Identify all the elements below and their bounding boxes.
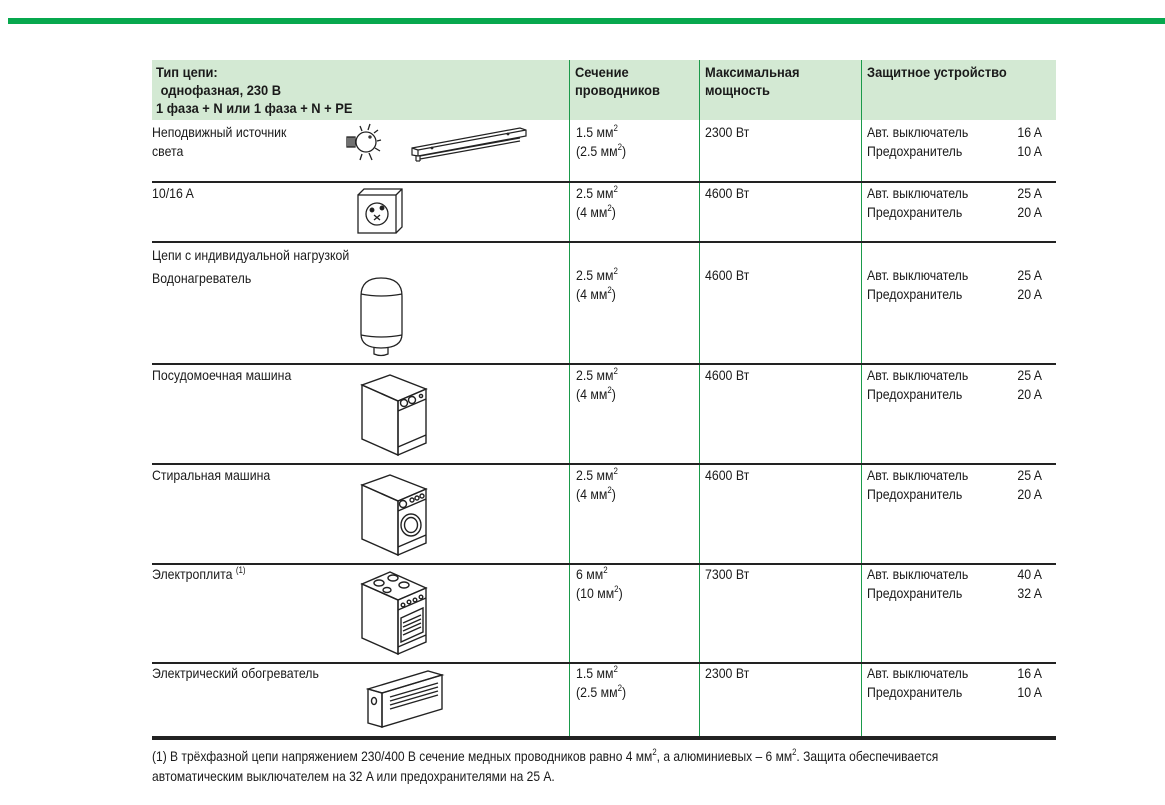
superscript-2: 2 bbox=[614, 584, 619, 594]
socket-outlet-icon bbox=[356, 187, 404, 235]
row-section bbox=[576, 565, 623, 603]
header-circuit-type-line2: однофазная, 230 В bbox=[160, 82, 282, 98]
close-paren: ) bbox=[618, 585, 623, 601]
row-protection-values bbox=[1017, 565, 1042, 603]
fuse-value: 20 A bbox=[1017, 204, 1042, 220]
fuse-label: Предохранитель bbox=[867, 486, 963, 502]
header-protection-label: Защитное устройство bbox=[867, 64, 1007, 80]
fuse-label: Предохранитель bbox=[867, 286, 963, 302]
fuse-label: Предохранитель bbox=[867, 585, 963, 601]
breaker-value: 25 A bbox=[1017, 467, 1042, 483]
row-load-name: Стиральная машина bbox=[152, 467, 271, 483]
row-divider bbox=[152, 463, 1056, 465]
fuse-label: Предохранитель bbox=[867, 386, 963, 402]
section-main: 2.5 мм bbox=[576, 267, 614, 283]
superscript-2: 2 bbox=[607, 203, 612, 213]
breaker-label: Авт. выключатель bbox=[867, 267, 969, 283]
row-load-name bbox=[152, 123, 286, 161]
superscript-2: 2 bbox=[617, 683, 623, 693]
row-protection-labels bbox=[867, 366, 968, 404]
superscript-2: 2 bbox=[617, 142, 623, 152]
superscript-2: 2 bbox=[613, 366, 618, 376]
washing-machine-icon bbox=[360, 473, 430, 557]
section-alt: (4 мм bbox=[576, 286, 608, 302]
header-section-line2: проводников bbox=[575, 82, 660, 98]
header-section-line1: Сечение bbox=[575, 64, 629, 80]
section-main: 6 мм bbox=[576, 566, 604, 582]
header-circuit-type bbox=[156, 63, 352, 117]
top-green-rule bbox=[8, 18, 1165, 24]
close-paren: ) bbox=[611, 486, 616, 502]
row-load-name-text: Электроплита bbox=[152, 566, 233, 582]
row-section bbox=[576, 123, 626, 161]
table-header bbox=[152, 60, 1056, 120]
row-protection-labels bbox=[867, 184, 968, 222]
row-protection-values bbox=[1017, 123, 1042, 161]
superscript-2: 2 bbox=[603, 565, 608, 575]
electric-stove-icon bbox=[360, 570, 430, 656]
row-load-name: Посудомоечная машина bbox=[152, 367, 292, 383]
breaker-label: Авт. выключатель bbox=[867, 124, 969, 140]
row-section bbox=[576, 664, 626, 702]
row-section bbox=[576, 184, 618, 222]
row-protection-values bbox=[1017, 466, 1042, 504]
superscript-2: 2 bbox=[652, 747, 657, 757]
fuse-value: 10 A bbox=[1017, 684, 1042, 700]
row-load-name bbox=[152, 246, 349, 288]
fuse-label: Предохранитель bbox=[867, 204, 963, 220]
header-protection bbox=[867, 63, 1007, 81]
header-circuit-type-line1: Тип цепи: bbox=[156, 64, 218, 80]
section-alt: (2.5 мм bbox=[576, 143, 618, 159]
breaker-value: 25 A bbox=[1017, 367, 1042, 383]
row-protection-labels bbox=[867, 123, 968, 161]
breaker-label: Авт. выключатель bbox=[867, 467, 969, 483]
footnote-part1: (1) В трёхфазной цепи напряжением 230/400 В сечение медных проводников равно 4 мм bbox=[152, 748, 653, 764]
row-load-name-line2: света bbox=[152, 143, 184, 159]
row-power: 4600 Вт bbox=[705, 367, 750, 383]
section-main: 2.5 мм bbox=[576, 185, 614, 201]
row-power: 4600 Вт bbox=[705, 467, 750, 483]
row-load-name: 10/16 A bbox=[152, 185, 194, 201]
section-main: 2.5 мм bbox=[576, 367, 614, 383]
row-load-name bbox=[152, 565, 246, 584]
row-divider bbox=[152, 363, 1056, 365]
breaker-value: 16 A bbox=[1017, 665, 1042, 681]
row-protection-labels bbox=[867, 664, 968, 702]
section-alt: (4 мм bbox=[576, 386, 608, 402]
breaker-value: 25 A bbox=[1017, 185, 1042, 201]
superscript-2: 2 bbox=[613, 123, 618, 133]
fuse-label: Предохранитель bbox=[867, 143, 963, 159]
footnote-ref: (1) bbox=[235, 565, 246, 575]
row-protection-labels bbox=[867, 565, 968, 603]
header-circuit-type-line3: 1 фаза + N или 1 фаза + N + PE bbox=[156, 100, 353, 116]
row-protection-labels bbox=[867, 466, 968, 504]
footnote-part2: , а алюминиевых – 6 мм bbox=[656, 748, 793, 764]
close-paren: ) bbox=[611, 204, 616, 220]
footnote-line2: автоматическим выключателем на 32 A или предохранителями на 25 A. bbox=[152, 768, 555, 784]
row-power: 7300 Вт bbox=[705, 566, 750, 582]
header-power-line1: Максимальная bbox=[705, 64, 800, 80]
superscript-2: 2 bbox=[607, 385, 612, 395]
row-power: 4600 Вт bbox=[705, 185, 750, 201]
superscript-2: 2 bbox=[613, 266, 618, 276]
superscript-2: 2 bbox=[607, 285, 612, 295]
footnote bbox=[152, 746, 943, 786]
close-paren: ) bbox=[622, 684, 627, 700]
row-section bbox=[576, 266, 618, 304]
fuse-value: 20 A bbox=[1017, 486, 1042, 502]
breaker-label: Авт. выключатель bbox=[867, 185, 969, 201]
header-power-line2: мощность bbox=[705, 82, 770, 98]
row-protection-values bbox=[1017, 366, 1042, 404]
superscript-2: 2 bbox=[613, 466, 618, 476]
fuse-value: 10 A bbox=[1017, 143, 1042, 159]
section-alt: (4 мм bbox=[576, 486, 608, 502]
breaker-value: 40 A bbox=[1017, 566, 1042, 582]
close-paren: ) bbox=[622, 143, 627, 159]
superscript-2: 2 bbox=[613, 184, 618, 194]
row-divider bbox=[152, 241, 1056, 243]
section-alt: (10 мм bbox=[576, 585, 615, 601]
superscript-2: 2 bbox=[613, 664, 618, 674]
fuse-label: Предохранитель bbox=[867, 684, 963, 700]
fuse-value: 20 A bbox=[1017, 286, 1042, 302]
section-main: 2.5 мм bbox=[576, 467, 614, 483]
column-divider bbox=[699, 60, 700, 740]
row-load-name-line: Водонагреватель bbox=[152, 270, 252, 286]
row-protection-values bbox=[1017, 266, 1042, 304]
electric-heater-icon bbox=[366, 669, 446, 729]
breaker-value: 16 A bbox=[1017, 124, 1042, 140]
row-power: 2300 Вт bbox=[705, 124, 750, 140]
column-divider bbox=[569, 60, 570, 740]
section-alt: (4 мм bbox=[576, 204, 608, 220]
breaker-label: Авт. выключатель bbox=[867, 367, 969, 383]
breaker-label: Авт. выключатель bbox=[867, 665, 969, 681]
row-section bbox=[576, 466, 618, 504]
row-section bbox=[576, 366, 618, 404]
water-heater-icon bbox=[358, 276, 406, 358]
row-divider bbox=[152, 181, 1056, 183]
column-divider bbox=[861, 60, 862, 740]
group-label: Цепи с индивидуальной нагрузкой bbox=[152, 247, 350, 263]
breaker-value: 25 A bbox=[1017, 267, 1042, 283]
row-load-name-line1: Неподвижный источник bbox=[152, 124, 287, 140]
close-paren: ) bbox=[611, 386, 616, 402]
fuse-value: 32 A bbox=[1017, 585, 1042, 601]
row-power: 4600 Вт bbox=[705, 267, 750, 283]
header-power bbox=[705, 63, 799, 99]
header-section bbox=[575, 63, 660, 99]
row-protection-labels bbox=[867, 266, 968, 304]
row-protection-values bbox=[1017, 664, 1042, 702]
dishwasher-icon bbox=[360, 373, 430, 457]
footnote-part3: . Защита обеспечивается bbox=[796, 748, 939, 764]
superscript-2: 2 bbox=[607, 485, 612, 495]
row-protection-values bbox=[1017, 184, 1042, 222]
close-paren: ) bbox=[611, 286, 616, 302]
fluorescent-lamp-icon bbox=[408, 124, 528, 164]
section-main: 1.5 мм bbox=[576, 665, 614, 681]
table-bottom-rule bbox=[152, 736, 1056, 740]
section-alt: (2.5 мм bbox=[576, 684, 618, 700]
breaker-label: Авт. выключатель bbox=[867, 566, 969, 582]
light-bulb-icon bbox=[344, 120, 404, 168]
footnote-line1 bbox=[152, 746, 943, 766]
section-main: 1.5 мм bbox=[576, 124, 614, 140]
row-power: 2300 Вт bbox=[705, 665, 750, 681]
row-load-name: Электрический обогреватель bbox=[152, 665, 319, 681]
fuse-value: 20 A bbox=[1017, 386, 1042, 402]
superscript-2: 2 bbox=[792, 747, 797, 757]
